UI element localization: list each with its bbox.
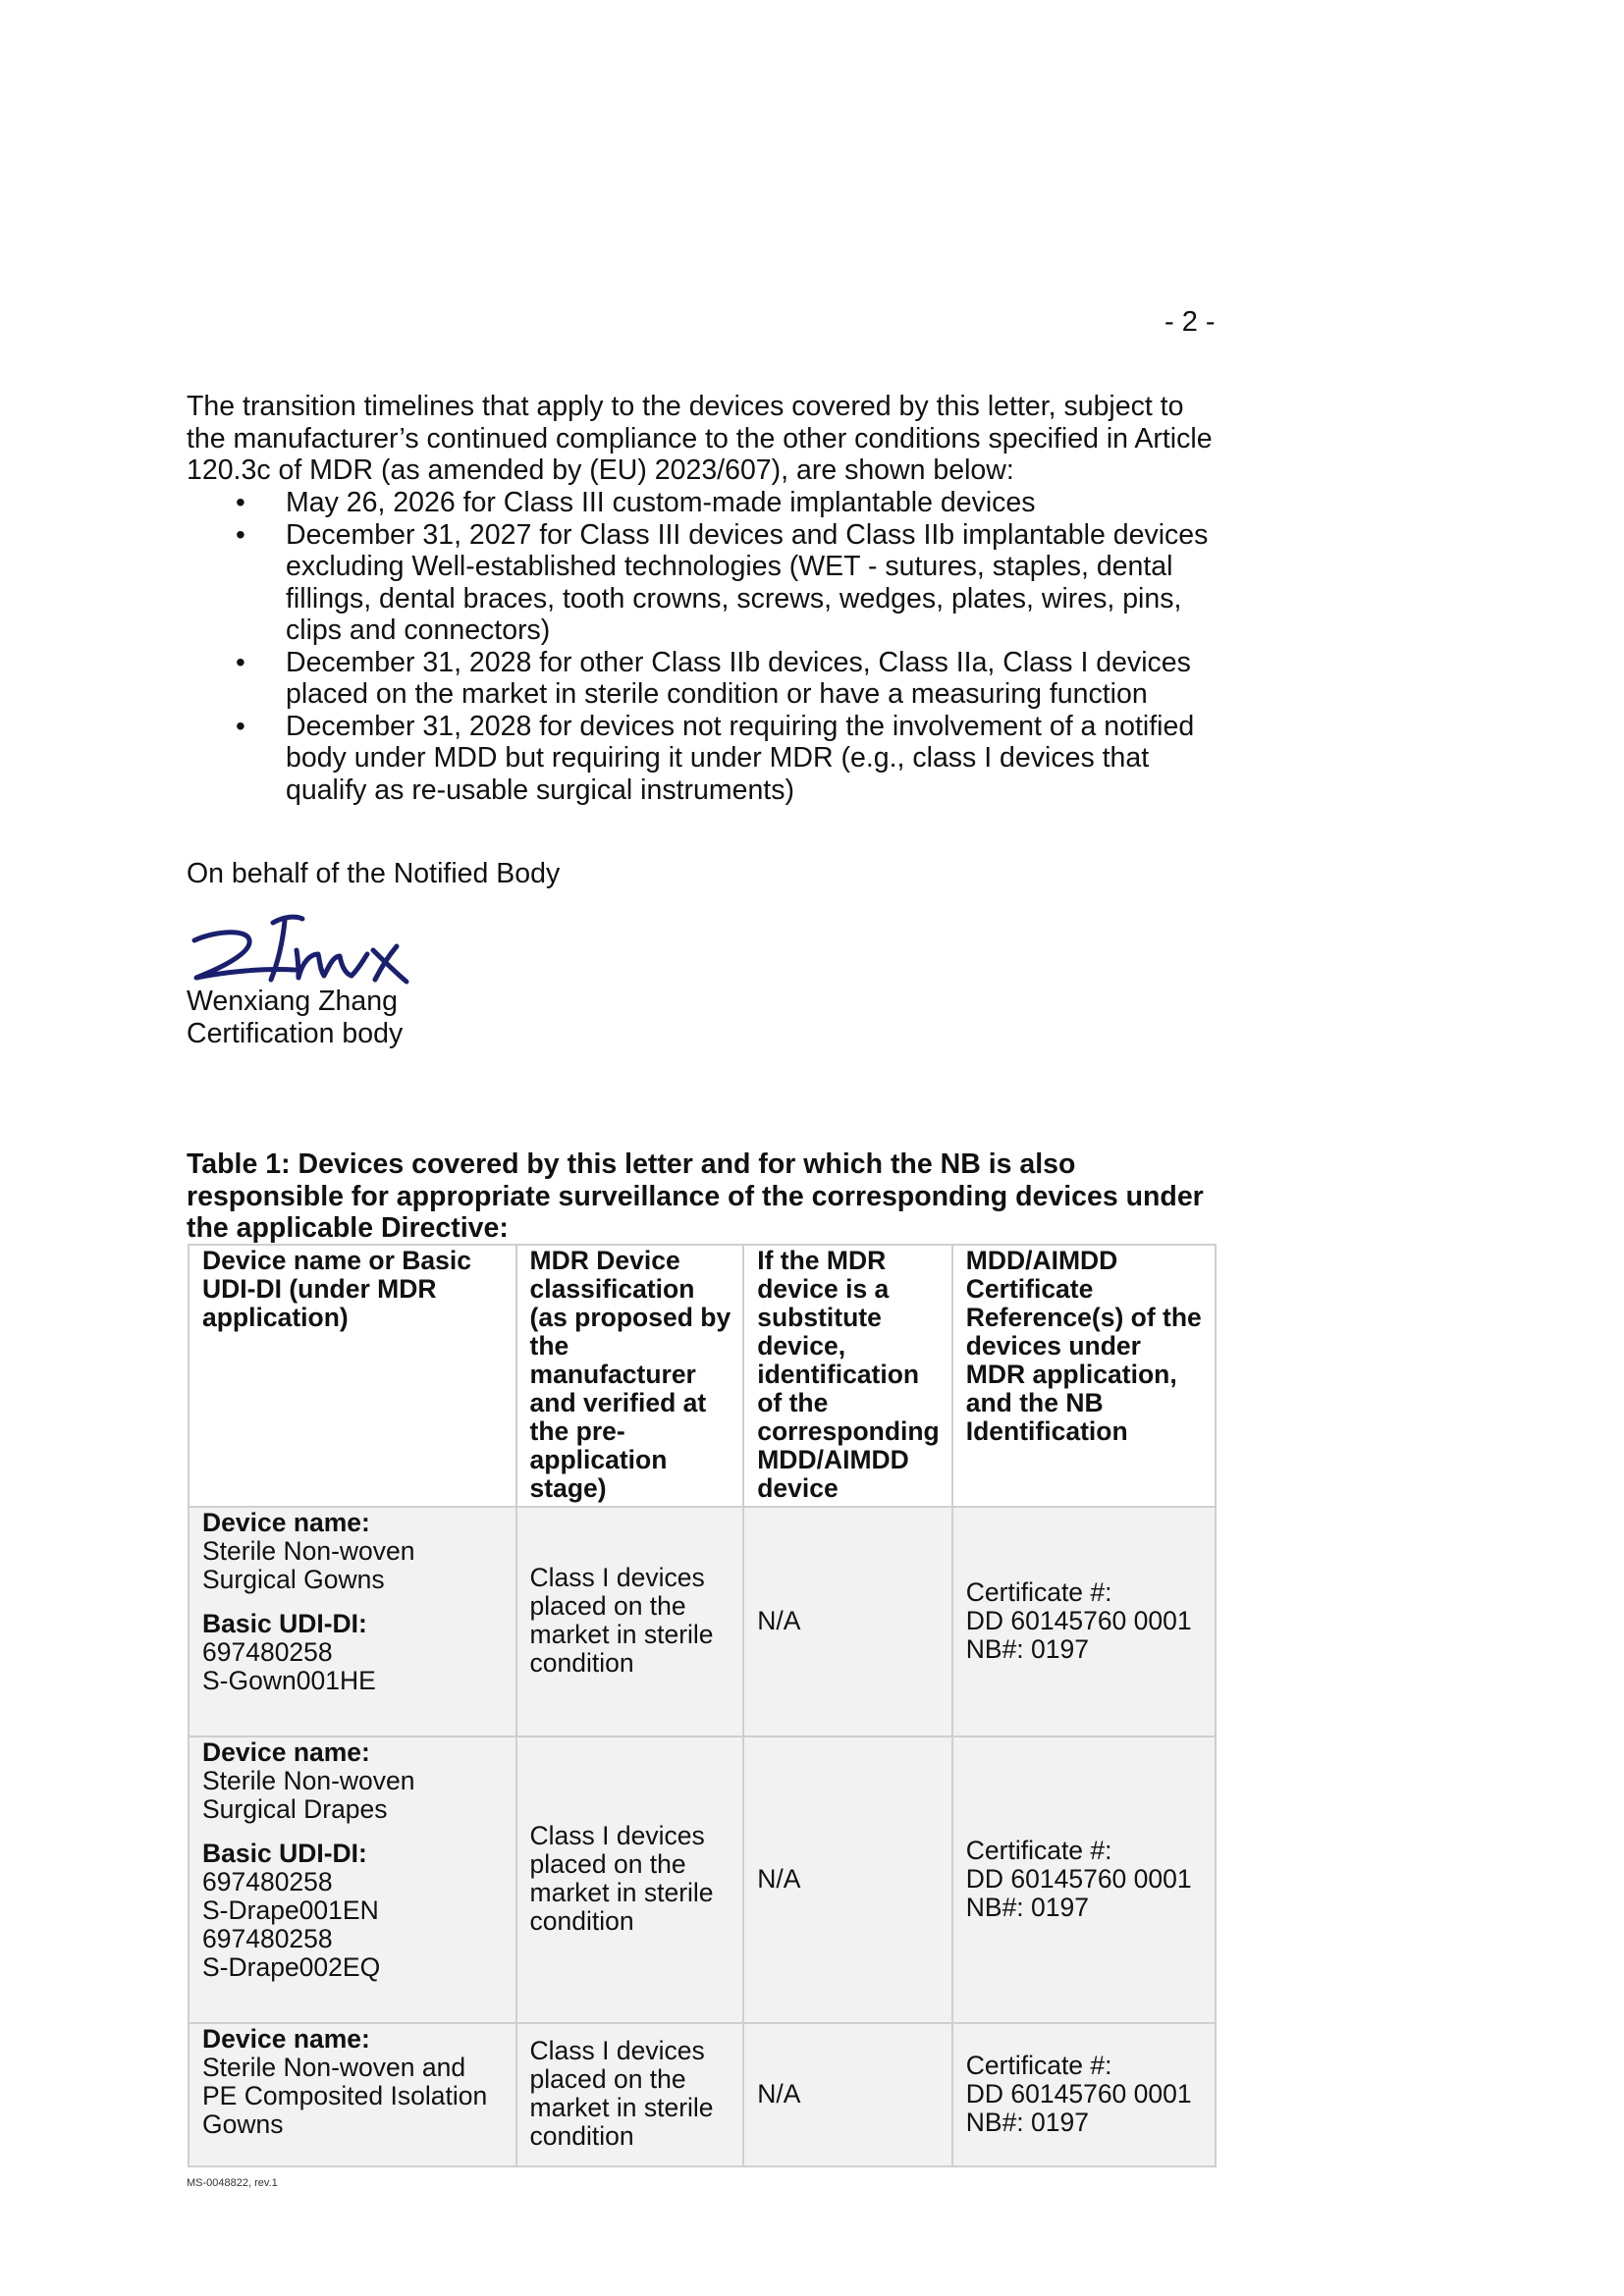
signer-name: Wenxiang Zhang bbox=[187, 986, 398, 1017]
certificate-number: DD 60145760 0001 bbox=[965, 1863, 1192, 1894]
device-name: Sterile Non-woven Surgical Drapes bbox=[202, 1766, 415, 1824]
udi-value: 697480258 bbox=[202, 1867, 333, 1896]
certificate-label: Certificate #: bbox=[965, 1576, 1112, 1607]
classification-cell: Class I devices placed on the market in sterile condition bbox=[516, 1736, 744, 2023]
certificate-label: Certificate #: bbox=[965, 1835, 1112, 1865]
nb-number: NB#: 0197 bbox=[965, 1892, 1089, 1922]
signer-block bbox=[187, 986, 403, 1049]
device-name-label: Device name: bbox=[202, 1737, 370, 1767]
certificate-cell bbox=[952, 2023, 1216, 2166]
column-header: If the MDR device is a substitute device, identification of the corresponding MDD/AIMDD device bbox=[743, 1245, 952, 1507]
certificate-cell bbox=[952, 1507, 1216, 1736]
signer-role: Certification body bbox=[187, 1017, 404, 1049]
on-behalf-line: On behalf of the Notified Body bbox=[187, 858, 561, 889]
udi-value: 697480258 bbox=[202, 1637, 333, 1667]
column-header: Device name or Basic UDI-DI (under MDR application) bbox=[189, 1245, 516, 1507]
device-cell bbox=[189, 1507, 516, 1736]
nb-number: NB#: 0197 bbox=[965, 1633, 1089, 1664]
udi-value: S-Drape002EQ bbox=[202, 1952, 381, 1982]
device-name-label: Device name: bbox=[202, 2024, 370, 2054]
column-header: MDR Device classification (as proposed by the manufacturer and verified at the pre-application stage) bbox=[516, 1245, 744, 1507]
intro-paragraph: The transition timelines that apply to the devices covered by this letter, subject to the manufacturer’s continued compliance to the other conditions specified in Article 120.3c of MDR (as amended by (EU) 2023/607), are shown below: bbox=[187, 391, 1213, 486]
udi-label: Basic UDI-DI: bbox=[202, 1609, 367, 1638]
udi-value: S-Gown001HE bbox=[202, 1666, 376, 1695]
timeline-item: • December 31, 2028 for other Class IIb devices, Class IIa, Class I devices placed on the market in sterile condition or have a measuring function bbox=[187, 647, 1227, 711]
certificate-number: DD 60145760 0001 bbox=[965, 2078, 1192, 2109]
timeline-item: • December 31, 2027 for Class III devices and Class IIb implantable devices excluding Well-established technologies (WET - sutures, staples, dental fillings, dental braces, tooth crowns, screws, wedges, plates, wires, pins, clips and connectors) bbox=[187, 519, 1227, 647]
page-number: - 2 - bbox=[1164, 306, 1216, 338]
udi-label: Basic UDI-DI: bbox=[202, 1839, 367, 1868]
device-cell bbox=[189, 1736, 516, 2023]
substitute-cell: N/A bbox=[743, 1507, 952, 1736]
udi-value: S-Drape001EN bbox=[202, 1896, 379, 1925]
nb-number: NB#: 0197 bbox=[965, 2107, 1089, 2137]
certificate-number: DD 60145760 0001 bbox=[965, 1605, 1192, 1635]
classification-cell: Class I devices placed on the market in sterile condition bbox=[516, 1507, 744, 1736]
timeline-list bbox=[187, 487, 1227, 806]
certificate-cell bbox=[952, 1736, 1216, 2023]
signature bbox=[187, 911, 412, 988]
classification-cell: Class I devices placed on the market in sterile condition bbox=[516, 2023, 744, 2166]
timeline-item: • May 26, 2026 for Class III custom-made implantable devices bbox=[187, 487, 1227, 519]
device-cell bbox=[189, 2023, 516, 2166]
device-name-label: Device name: bbox=[202, 1508, 370, 1537]
table-row bbox=[189, 1736, 1216, 2023]
table-row bbox=[189, 2023, 1216, 2166]
timeline-item: • December 31, 2028 for devices not requiring the involvement of a notified body under MDD but requiring it under MDR (e.g., class I devices that qualify as re-usable surgical instruments) bbox=[187, 711, 1227, 807]
substitute-cell: N/A bbox=[743, 1736, 952, 2023]
table-header-row bbox=[189, 1245, 1216, 1507]
substitute-cell: N/A bbox=[743, 2023, 952, 2166]
table-caption: Table 1: Devices covered by this letter and for which the NB is also responsible for appropriate surveillance of the corresponding devices under the applicable Directive: bbox=[187, 1148, 1204, 1244]
table-row bbox=[189, 1507, 1216, 1736]
device-name: Sterile Non-woven Surgical Gowns bbox=[202, 1536, 415, 1594]
certificate-label: Certificate #: bbox=[965, 2050, 1112, 2080]
column-header: MDD/AIMDD Certificate Reference(s) of the devices under MDR application, and the NB Identification bbox=[952, 1245, 1216, 1507]
udi-value: 697480258 bbox=[202, 1924, 333, 1953]
document-reference: MS-0048822, rev.1 bbox=[187, 2177, 278, 2189]
device-name: Sterile Non-woven and PE Composited Isolation Gowns bbox=[202, 2053, 488, 2139]
devices-table bbox=[188, 1244, 1217, 2167]
